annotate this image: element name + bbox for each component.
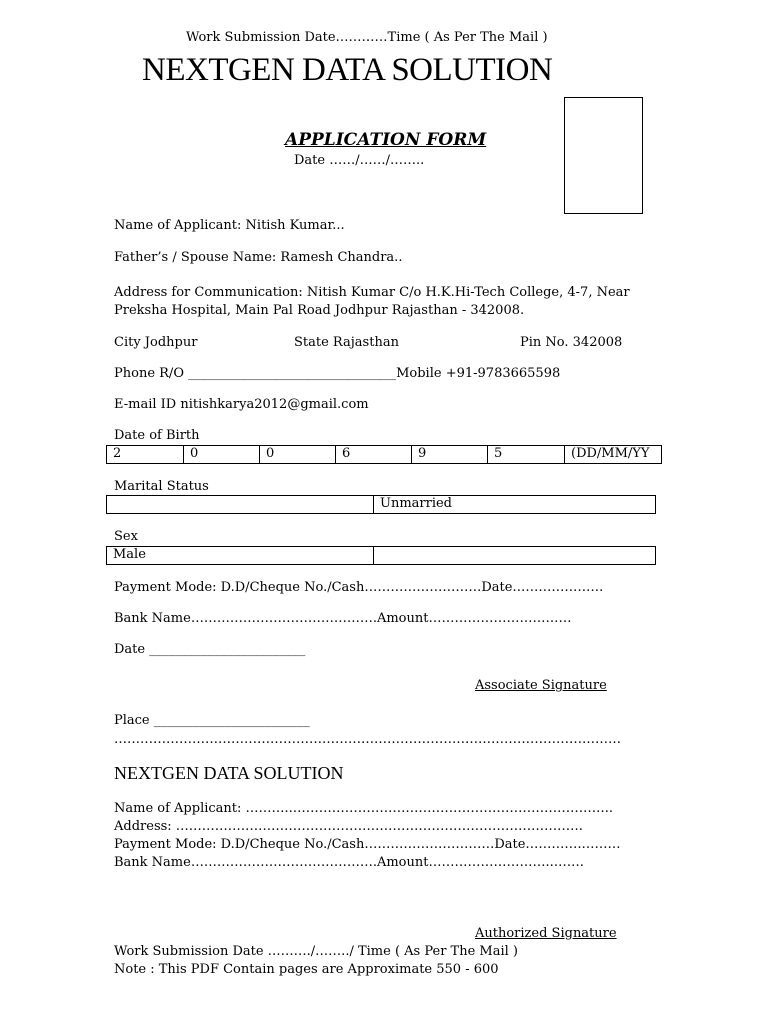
marital-status-table (106, 495, 656, 514)
bank-amount: Bank Name…………………………………….Amount…………………………… (114, 611, 572, 626)
sex-cell: Male (107, 547, 374, 564)
city: City Jodhpur (114, 335, 198, 350)
dob-cell: 0 (184, 446, 260, 463)
pin-code: Pin No. 342008 (520, 335, 623, 350)
receipt-applicant: Name of Applicant: ………..……………………………………………………………….. (114, 801, 614, 816)
phone-mobile: Phone R/O ________________________________Mobile +91-9783665598 (114, 366, 561, 381)
dob-cell: 5 (488, 446, 565, 463)
dob-format-cell: (DD/MM/YY (571, 446, 650, 461)
page-count-note: Note : This PDF Contain pages are Approximate 550 - 600 (114, 962, 499, 977)
applicant-name: Name of Applicant: Nitish Kumar... (114, 218, 345, 233)
receipt-bank-amount: Bank Name…………………………………….Amount………………………..……. (114, 855, 584, 870)
dob-cell: 9 (412, 446, 488, 463)
dob-cell: 2 (107, 446, 184, 463)
company-title: NEXTGEN DATA SOLUTION (142, 52, 553, 88)
address-line-1: Address for Communication: Nitish Kumar C/o H.K.Hi-Tech College, 4-7, Near (114, 285, 630, 300)
state: State Rajasthan (294, 335, 399, 350)
dob-table (106, 445, 662, 464)
father-spouse-name: Father’s / Spouse Name: Ramesh Chandra.. (114, 250, 403, 265)
form-date: Date ……/……/…….. (294, 153, 425, 168)
sex-cell (374, 547, 655, 564)
marital-cell (107, 496, 374, 513)
photo-box (564, 97, 643, 214)
receipt-company-title: NEXTGEN DATA SOLUTION (114, 763, 344, 783)
receipt-address: Address: …………………………………………………………………………………. (114, 819, 583, 834)
place-blank: Place ________________________ (114, 713, 310, 728)
sex-table (106, 546, 656, 565)
date-blank: Date ________________________ (114, 642, 306, 657)
submission-date-line: Work Submission Date…………Time ( As Per The Mail ) (186, 30, 548, 45)
email: E-mail ID nitishkarya2012@gmail.com (114, 397, 369, 412)
receipt-payment-mode: Payment Mode: D.D/Cheque No./Cash…………………………Date………….……… (114, 837, 621, 852)
authorized-signature: Authorized Signature (475, 926, 617, 941)
dob-label: Date of Birth (114, 428, 200, 443)
marital-status-label: Marital Status (114, 479, 209, 494)
cut-separator: ……………………………………………………………………………………………………… (114, 732, 621, 747)
form-title: APPLICATION FORM (285, 130, 487, 150)
associate-signature: Associate Signature (475, 678, 607, 693)
dob-cell: 0 (260, 446, 336, 463)
address-line-2: Preksha Hospital, Main Pal Road Jodhpur Rajasthan - 342008. (114, 303, 525, 318)
receipt-submission-date: Work Submission Date ………./……../ Time ( As Per The Mail ) (114, 944, 518, 959)
dob-cell: 6 (336, 446, 412, 463)
sex-label: Sex (114, 529, 138, 544)
payment-mode: Payment Mode: D.D/Cheque No./Cash………………………Date………………… (114, 580, 604, 595)
marital-cell: Unmarried (380, 496, 453, 511)
